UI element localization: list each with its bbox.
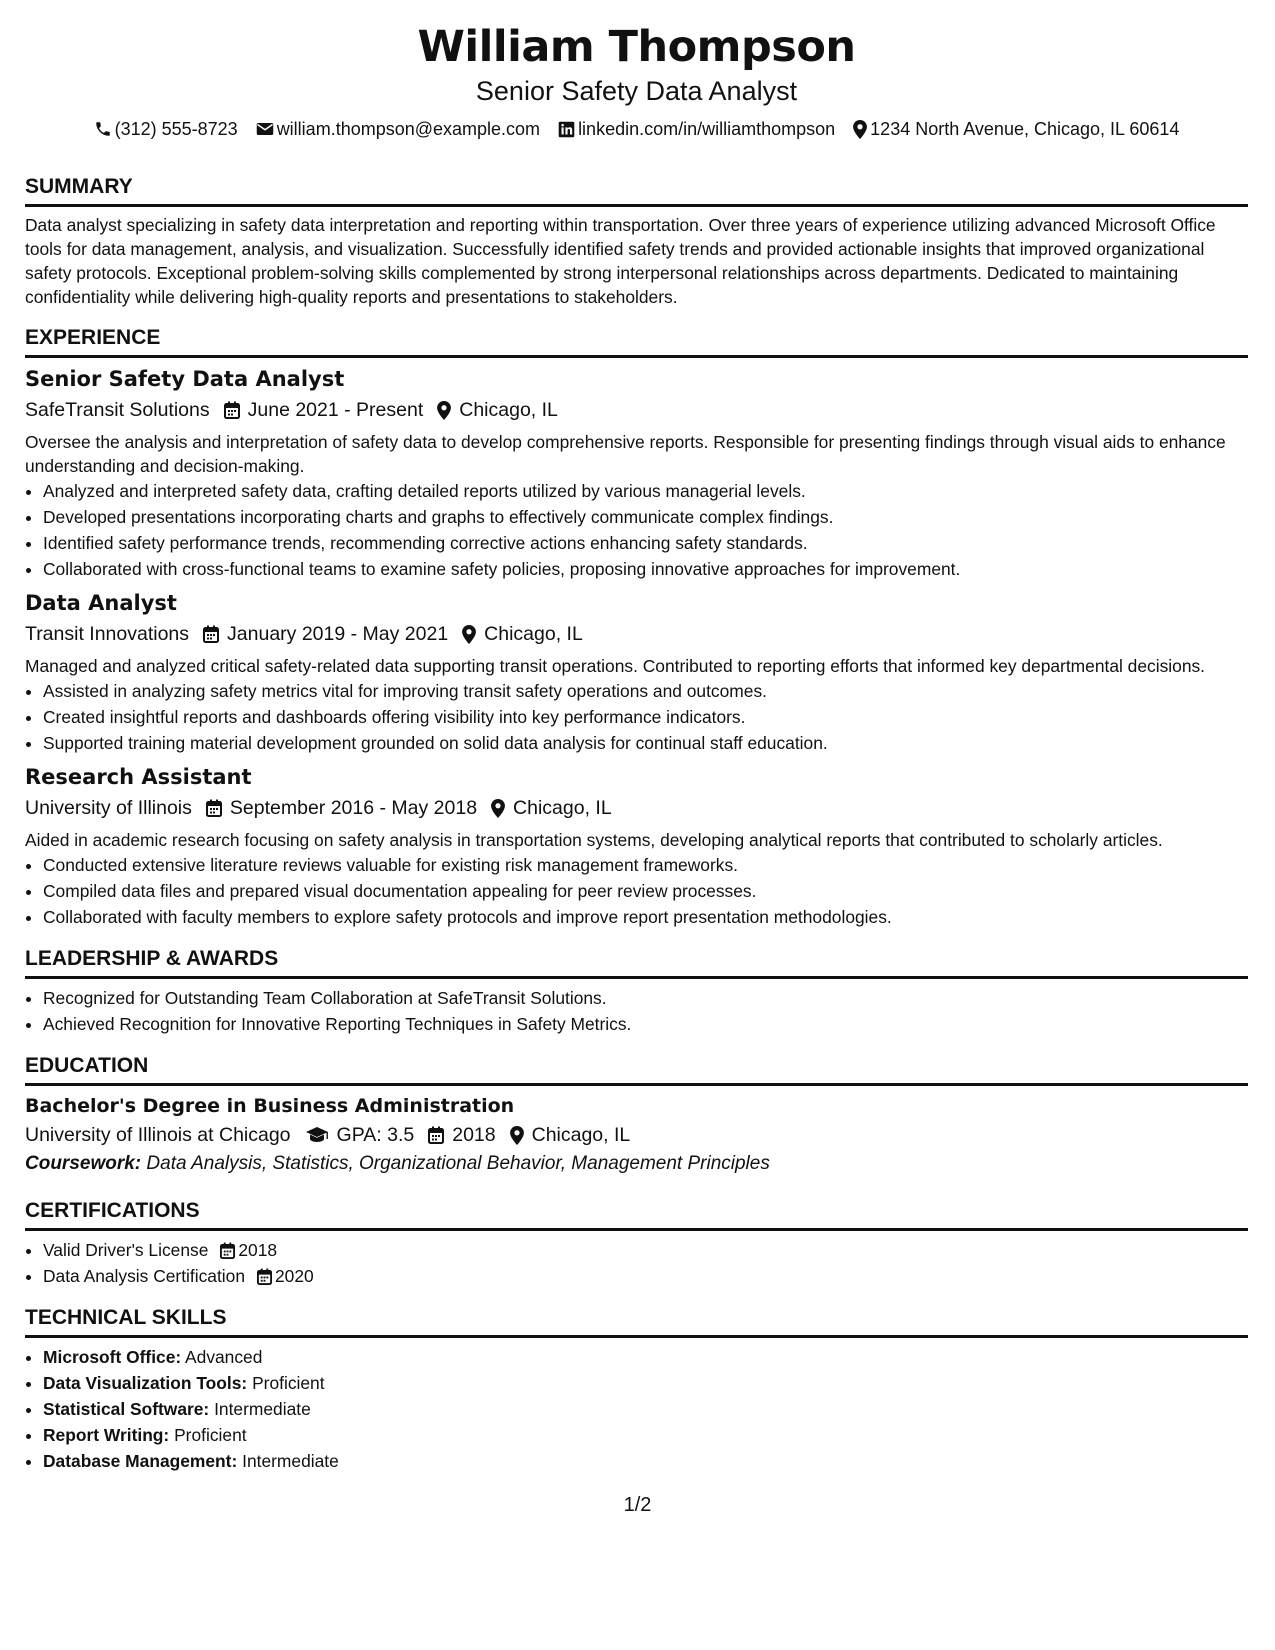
section-heading: LEADERSHIP & AWARDS — [25, 944, 1248, 979]
job-bullets — [25, 678, 1248, 756]
experience-section — [25, 323, 1248, 930]
linkedin-icon — [558, 121, 575, 138]
contact-address — [853, 117, 1179, 141]
contact-linkedin[interactable] — [558, 117, 835, 141]
company-name: SafeTransit Solutions — [25, 399, 210, 421]
envelope-icon — [256, 121, 274, 137]
education-meta — [25, 1121, 1248, 1149]
coursework-label: Coursework: — [25, 1153, 142, 1174]
skills-list — [25, 1344, 1248, 1474]
summary-section — [25, 172, 1248, 309]
education-location: Chicago, IL — [531, 1124, 631, 1146]
list-item: • Collaborated with cross-functional teams to examine safety policies, proposing innovative approaches for improvement. — [43, 556, 1248, 582]
list-item: • Compiled data files and prepared visual documentation appealing for peer review processes. — [43, 878, 1248, 904]
awards-section — [25, 944, 1248, 1037]
contact-bar — [25, 117, 1248, 141]
graduation-year: 2018 — [452, 1124, 496, 1146]
job-entry — [25, 763, 1248, 930]
list-item: • Achieved Recognition for Innovative Reporting Techniques in Safety Metrics. — [43, 1011, 1248, 1037]
job-description: Oversee the analysis and interpretation of safety data to develop comprehensive reports. Responsible for presenting findings through visual aids to enhance understanding and decision-making. — [25, 432, 1226, 476]
job-dates: September 2016 - May 2018 — [229, 797, 478, 819]
job-location: Chicago, IL — [513, 797, 612, 819]
section-heading: SUMMARY — [25, 172, 1248, 207]
list-item — [43, 1237, 1248, 1263]
contact-phone[interactable] — [94, 117, 238, 141]
candidate-name: William Thompson — [417, 22, 856, 72]
awards-list — [25, 985, 1248, 1037]
phone-icon — [94, 120, 112, 138]
phone-text: (312) 555-8723 — [114, 119, 238, 139]
calendar-icon — [203, 625, 219, 643]
section-heading: EXPERIENCE — [25, 323, 1248, 358]
list-item: • Identified safety performance trends, recommending corrective actions enhancing safety standards. — [43, 530, 1248, 556]
school-name: University of Illinois at Chicago — [25, 1124, 291, 1146]
list-item: • Developed presentations incorporating charts and graphs to effectively communicate complex findings. — [43, 504, 1248, 530]
list-item — [43, 1263, 1248, 1289]
job-meta — [25, 396, 1248, 424]
certifications-list — [25, 1237, 1248, 1289]
calendar-icon — [224, 401, 240, 419]
job-location: Chicago, IL — [484, 623, 583, 645]
job-entry — [25, 589, 1248, 756]
list-item: • Collaborated with faculty members to explore safety protocols and improve report presentation methodologies. — [43, 904, 1248, 930]
list-item: • Recognized for Outstanding Team Collaboration at SafeTransit Solutions. — [43, 985, 1248, 1011]
list-item: • Created insightful reports and dashboards offering visibility into key performance indicators. — [43, 704, 1248, 730]
section-heading: CERTIFICATIONS — [25, 1196, 1248, 1231]
page-number: 1/2 — [623, 1494, 652, 1516]
map-pin-icon — [853, 120, 867, 139]
certification-year: 2018 — [238, 1240, 278, 1260]
candidate-title: Senior Safety Data Analyst — [475, 76, 798, 106]
graduation-cap-icon — [305, 1126, 329, 1144]
skill-label: Microsoft Office: — [43, 1347, 182, 1367]
job-meta — [25, 620, 1248, 648]
job-bullets — [25, 852, 1248, 930]
job-title: Research Assistant — [25, 765, 252, 789]
linkedin-text: linkedin.com/in/williamthompson — [578, 119, 836, 139]
skills-section — [25, 1303, 1248, 1474]
company-name: Transit Innovations — [25, 623, 190, 645]
map-pin-icon — [437, 401, 451, 420]
job-entry — [25, 365, 1248, 582]
skill-level: Advanced — [185, 1347, 263, 1367]
list-item — [43, 1422, 1248, 1448]
resume-page — [25, 18, 1248, 1474]
email-text: william.thompson@example.com — [276, 119, 541, 139]
job-description: Aided in academic research focusing on safety analysis in transportation systems, developing analytical reports that contributed to scholarly articles. — [25, 830, 1163, 850]
certification-year: 2020 — [275, 1266, 314, 1286]
calendar-icon — [220, 1242, 235, 1259]
list-item: • Analyzed and interpreted safety data, crafting detailed reports utilized by various managerial levels. — [43, 478, 1248, 504]
gpa: GPA: 3.5 — [336, 1124, 415, 1146]
education-section — [25, 1051, 1248, 1178]
list-item: • Conducted extensive literature reviews valuable for existing risk management frameworks. — [43, 852, 1248, 878]
calendar-icon — [428, 1126, 444, 1144]
calendar-icon — [257, 1268, 272, 1285]
skill-label: Statistical Software: — [43, 1399, 210, 1419]
skill-level: Intermediate — [214, 1399, 311, 1419]
map-pin-icon — [491, 799, 505, 818]
certification-name: • Data Analysis Certification — [43, 1266, 246, 1286]
job-location: Chicago, IL — [459, 399, 558, 421]
list-item — [43, 1370, 1248, 1396]
job-bullets — [25, 478, 1248, 582]
contact-email[interactable] — [256, 117, 540, 141]
skill-level: Proficient — [252, 1373, 325, 1393]
coursework — [25, 1150, 1248, 1178]
coursework-text: Data Analysis, Statistics, Organizational Behavior, Management Principles — [146, 1153, 770, 1174]
list-item — [43, 1344, 1248, 1370]
address-text: 1234 North Avenue, Chicago, IL 60614 — [870, 119, 1180, 139]
summary-text: Data analyst specializing in safety data interpretation and reporting within transportation. Over three years of experience utilizing advanced Microsoft Office tools for data management, analysis, and visualization. Successfully identified safety trends and provided actionable insights that improved organizational safety protocols. Exceptional problem-solving skills complemented by strong interpersonal relationships across departments. Dedicated to maintaining confidentiality while delivering high-quality reports and presentations to stakeholders. — [25, 215, 1216, 307]
certification-name: • Valid Driver's License — [43, 1240, 209, 1260]
section-heading: TECHNICAL SKILLS — [25, 1303, 1248, 1338]
job-description: Managed and analyzed critical safety-related data supporting transit operations. Contributed to reporting efforts that informed key departmental decisions. — [25, 656, 1206, 676]
list-item — [43, 1396, 1248, 1422]
calendar-icon — [206, 799, 222, 817]
certifications-section — [25, 1196, 1248, 1289]
job-meta — [25, 794, 1248, 822]
list-item: • Supported training material development grounded on solid data analysis for continual staff education. — [43, 730, 1248, 756]
list-item: • Assisted in analyzing safety metrics vital for improving transit safety operations and outcomes. — [43, 678, 1248, 704]
section-heading: EDUCATION — [25, 1051, 1248, 1086]
job-dates: January 2019 - May 2021 — [227, 623, 449, 645]
skill-level: Proficient — [174, 1425, 247, 1445]
degree-title: Bachelor's Degree in Business Administration — [25, 1095, 515, 1117]
skill-level: Intermediate — [242, 1451, 339, 1471]
list-item — [43, 1448, 1248, 1474]
skill-label: Database Management: — [43, 1451, 238, 1471]
job-title: Senior Safety Data Analyst — [25, 367, 345, 391]
skill-label: Data Visualization Tools: — [43, 1373, 248, 1393]
skill-label: Report Writing: — [43, 1425, 170, 1445]
job-title: Data Analyst — [25, 591, 177, 615]
map-pin-icon — [510, 1126, 524, 1145]
company-name: University of Illinois — [25, 797, 192, 819]
job-dates: June 2021 - Present — [247, 399, 424, 421]
map-pin-icon — [462, 625, 476, 644]
